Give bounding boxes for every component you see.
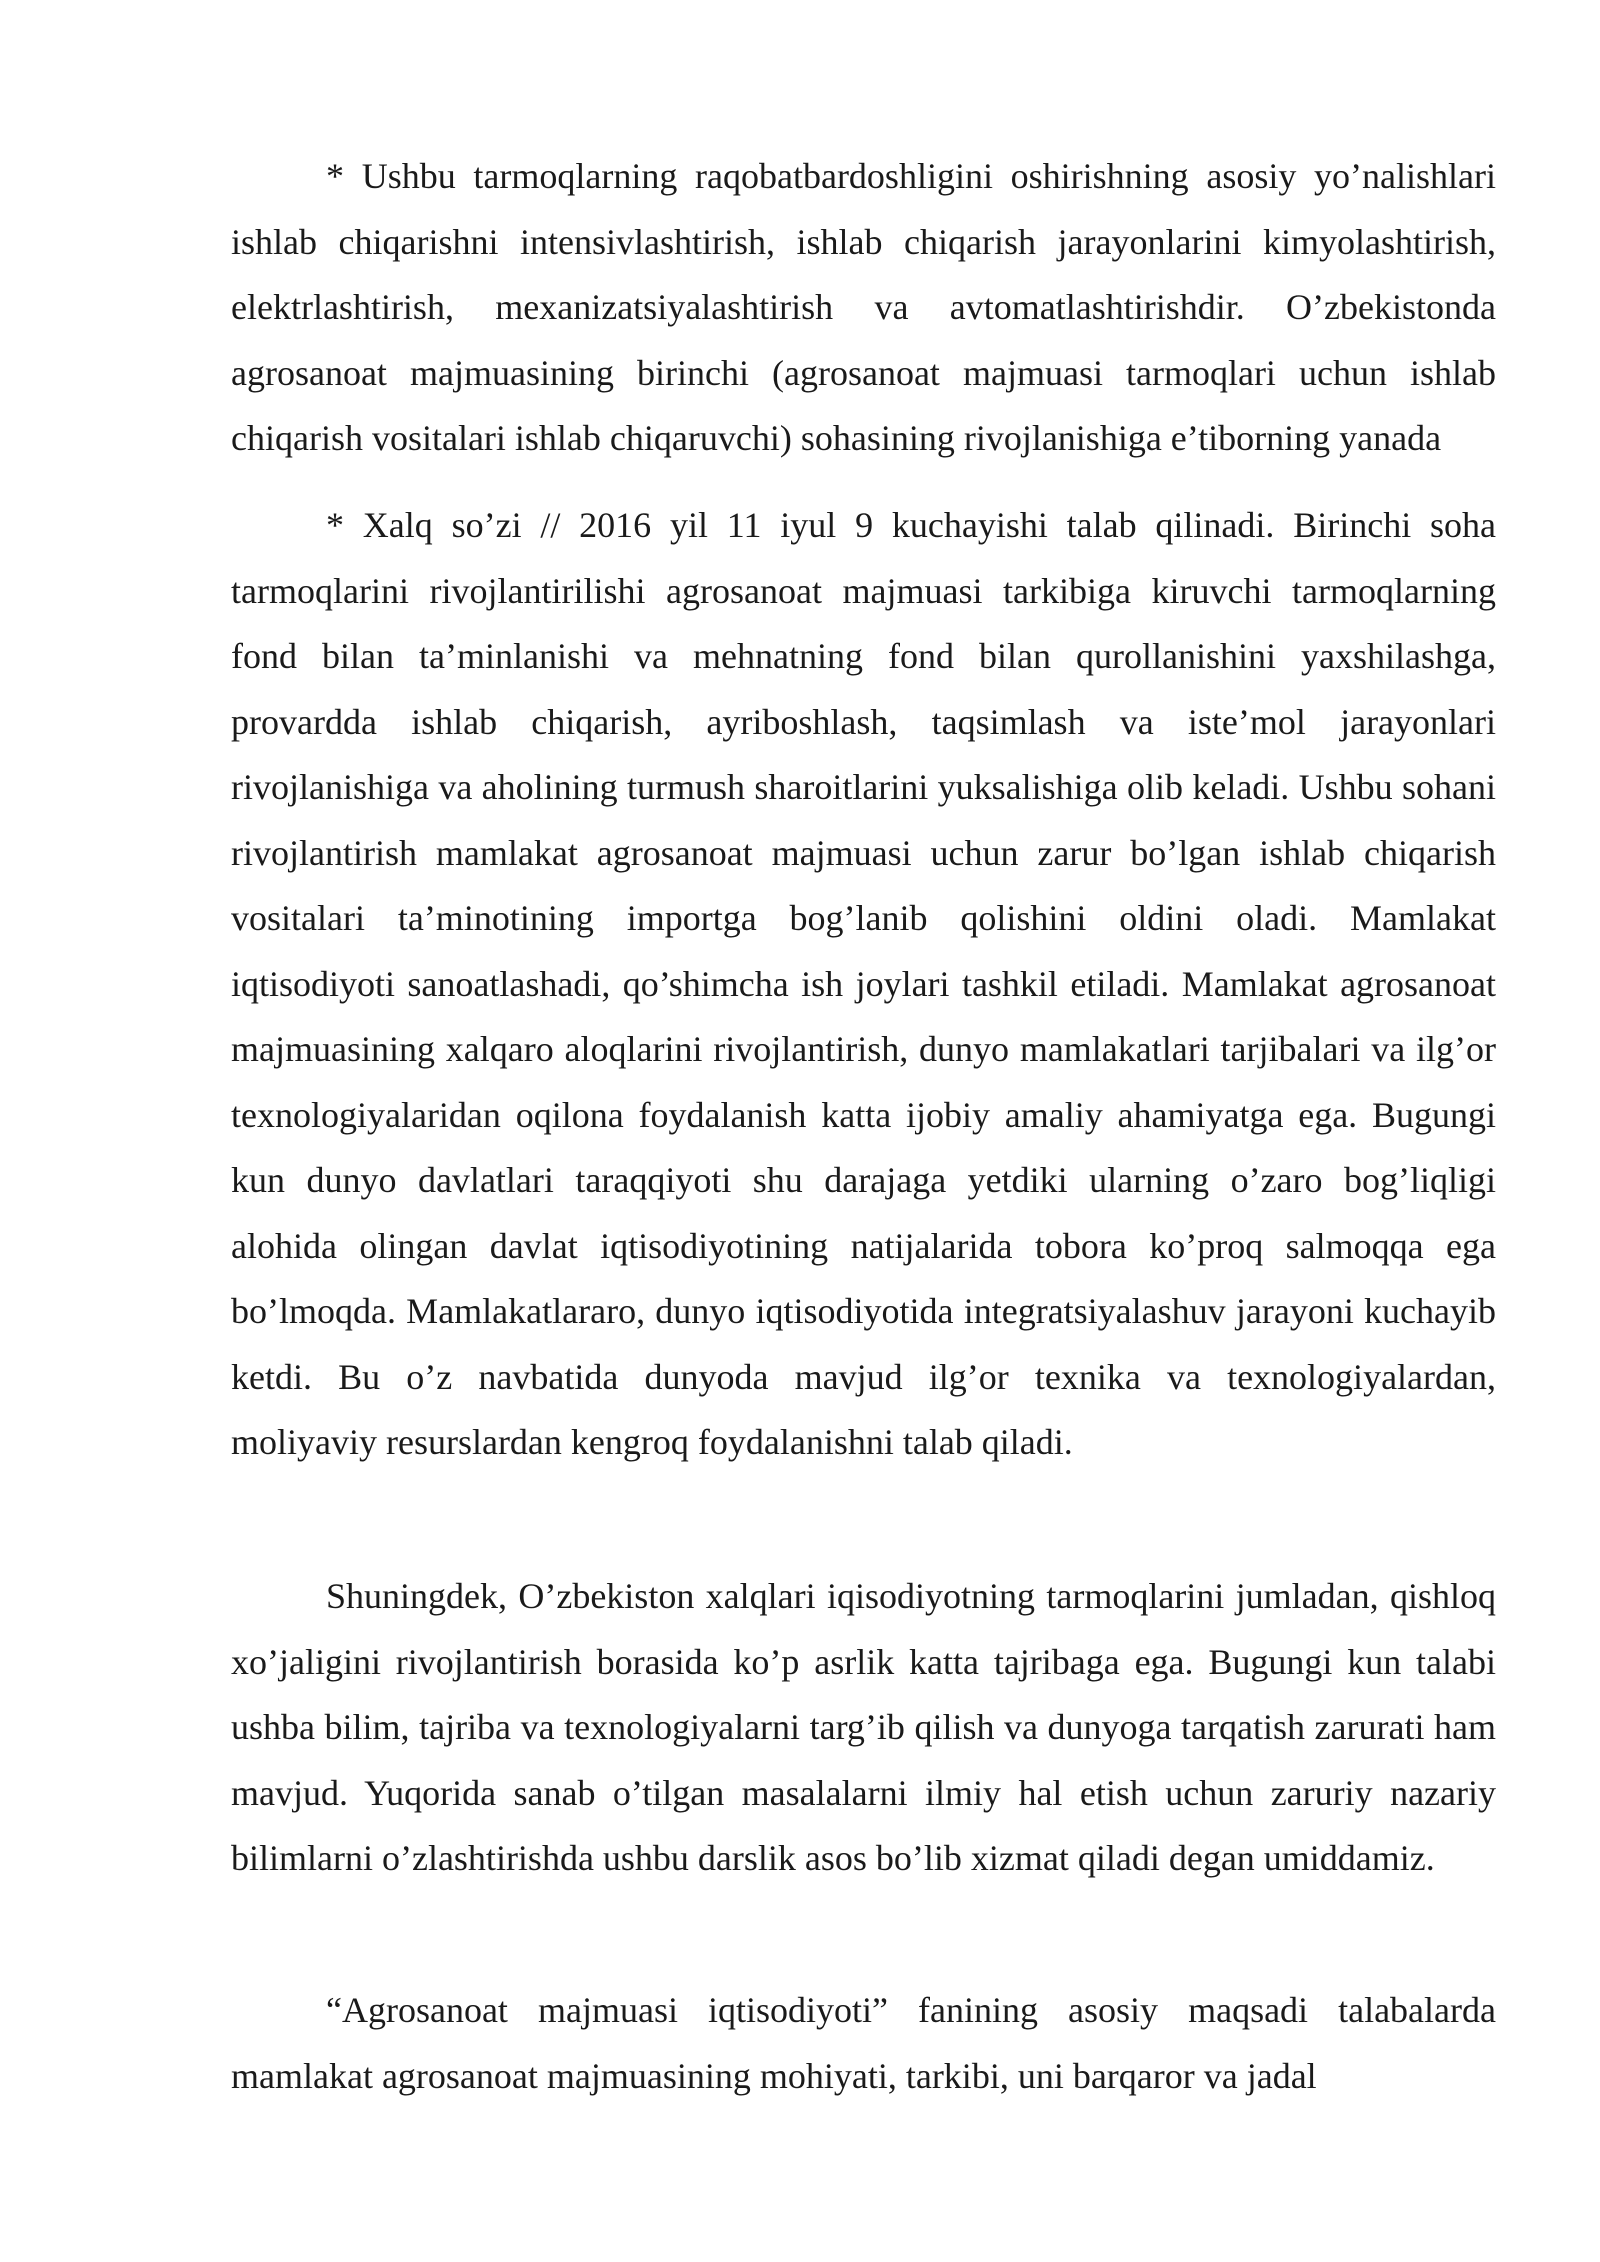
paragraph-3 (231, 1564, 1496, 1892)
paragraph-text: “Agrosanoat majmuasi iqtisodiyoti” fanining asosiy maqsadi talabalarda mamlakat agrosanoat majmuasining mohiyati, tarkibi, uni barqaror va jadal (231, 1990, 1496, 2096)
paragraph-text: * Xalq so’zi // 2016 yil 11 iyul 9 kuchayishi talab qilinadi. Birinchi soha tarmoqlarini rivojlantirilishi agrosanoat majmuasi tarkibiga kiruvchi tarmoqlarning fond bilan ta’minlanishi va mehnatning fond bilan qurollanishini yaxshilashga, provardda ishlab chiqarish, ayriboshlash, taqsimlash va iste’mol jarayonlari rivojlanishiga va aholining turmush sharoitlarini yuksalishiga olib keladi. Ushbu sohani rivojlantirish mamlakat agrosanoat majmuasi uchun zarur bo’lgan ishlab chiqarish vositalari ta’minotining importga bog’lanib qolishini oldini oladi. Mamlakat iqtisodiyoti sanoatlashadi, qo’shimcha ish joylari tashkil etiladi. Mamlakat agrosanoat majmuasining xalqaro aloqlarini rivojlantirish, dunyo mamlakatlari tarjibalari va ilg’or texnologiyalaridan oqilona foydalanish katta ijobiy amaliy ahamiyatga ega. Bugungi kun dunyo davlatlari taraqqiyoti shu darajaga yetdiki ularning o’zaro bog’liqligi alohida olingan davlat iqtisodiyotining natijalarida tobora ko’proq salmoqqa ega bo’lmoqda. Mamlakatlararo, dunyo iqtisodiyotida integratsiyalashuv jarayoni kuchayib ketdi. Bu o’z navbatida dunyoda mavjud ilg’or texnika va texnologiyalardan, moliyaviy resurslardan kengroq foydalanishni talab qiladi. (231, 505, 1496, 1462)
paragraph-text: Shuningdek, O’zbekiston xalqlari iqisodiyotning tarmoqlarini jumladan, qishloq xo’jaligini rivojlantirish borasida ko’p asrlik katta tajribaga ega. Bugungi kun talabi ushba bilim, tajriba va texnologiyalarni targ’ib qilish va dunyoga tarqatish zarurati ham mavjud. Yuqorida sanab o’tilgan masalalarni ilmiy hal etish uchun zaruriy nazariy bilimlarni o’zlashtirishda ushbu darslik asos bo’lib xizmat qiladi degan umiddamiz. (231, 1576, 1496, 1878)
paragraph-2 (231, 493, 1496, 1476)
paragraph-text: * Ushbu tarmoqlarning raqobatbardoshligini oshirishning asosiy yo’nalishlari ishlab chiqarishni intensivlashtirish, ishlab chiqarish jarayonlarini kimyolashtirish, elektrlashtirish, mexanizatsiyalashtirish va avtomatlashtirishdir. O’zbekistonda agrosanoat majmuasining birinchi (agrosanoat majmuasi tarmoqlari uchun ishlab chiqarish vositalari ishlab chiqaruvchi) sohasining rivojlanishiga e’tiborning yanada (231, 156, 1496, 458)
paragraph-1 (231, 144, 1496, 472)
paragraph-4 (231, 1978, 1496, 2109)
